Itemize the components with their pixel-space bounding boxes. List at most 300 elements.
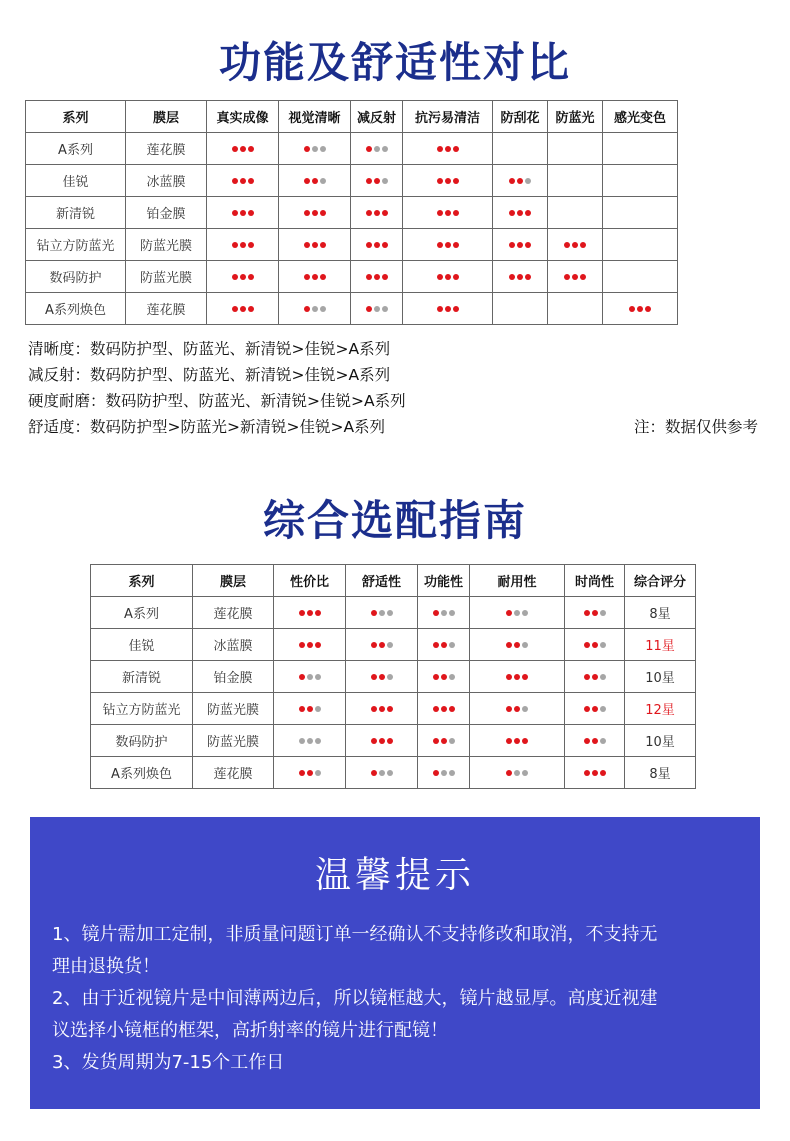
rating-cell (565, 629, 625, 661)
rating-cell (346, 597, 418, 629)
rating-dot-filled (517, 210, 523, 216)
rating-cell (470, 693, 565, 725)
rating-dot-filled (445, 146, 451, 152)
column-header: 减反射 (351, 101, 403, 133)
rating-dot-empty (522, 770, 528, 776)
table-row (91, 661, 696, 693)
table-row (91, 693, 696, 725)
rating-dot-filled (506, 738, 512, 744)
rating-dot-filled (453, 274, 459, 280)
rating-dots (232, 178, 254, 184)
rating-cell (493, 293, 548, 325)
rating-dot-filled (509, 178, 515, 184)
rating-dot-filled (371, 642, 377, 648)
rating-dot-filled (445, 210, 451, 216)
rating-dot-filled (584, 674, 590, 680)
rating-cell (351, 261, 403, 293)
rating-cell (493, 261, 548, 293)
rating-dots (584, 642, 606, 648)
coating-cell: 莲花膜 (126, 133, 207, 165)
rating-dot-filled (304, 274, 310, 280)
rating-dot-empty (379, 770, 385, 776)
rating-cell (603, 293, 678, 325)
rating-dots (509, 178, 531, 184)
rating-dot-filled (240, 306, 246, 312)
rating-cell (279, 293, 351, 325)
rating-dot-empty (522, 642, 528, 648)
disclaimer: 注：数据仅供参考 (633, 418, 758, 436)
table-row (91, 757, 696, 789)
rating-dot-filled (232, 306, 238, 312)
series-cell: 佳锐 (26, 165, 126, 197)
rating-dot-filled (304, 242, 310, 248)
rating-dot-empty (449, 642, 455, 648)
rating-cell (470, 661, 565, 693)
rating-dot-empty (382, 146, 388, 152)
rating-dots (433, 674, 455, 680)
rating-dots (232, 146, 254, 152)
rating-dot-filled (509, 210, 515, 216)
rating-dot-empty (525, 178, 531, 184)
rating-dots (506, 610, 528, 616)
rating-dot-filled (584, 738, 590, 744)
rating-dot-filled (453, 178, 459, 184)
rating-dot-filled (304, 146, 310, 152)
rating-dot-filled (441, 674, 447, 680)
rating-dots (304, 306, 326, 312)
rating-dot-filled (580, 274, 586, 280)
rating-cell (470, 597, 565, 629)
rating-dots (506, 674, 528, 680)
rating-dot-filled (299, 642, 305, 648)
rating-dots (437, 274, 459, 280)
rating-dot-empty (387, 610, 393, 616)
rating-dots (299, 706, 321, 712)
rating-cell (207, 165, 279, 197)
series-cell: A系列 (91, 597, 193, 629)
column-header: 性价比 (274, 565, 346, 597)
rating-dot-filled (307, 706, 313, 712)
rating-cell (351, 133, 403, 165)
rating-cell (274, 757, 346, 789)
series-cell: 新清锐 (91, 661, 193, 693)
rating-cell (346, 693, 418, 725)
rating-dots (433, 610, 455, 616)
rating-cell (418, 693, 470, 725)
coating-cell: 防蓝光膜 (126, 261, 207, 293)
rating-dot-filled (592, 642, 598, 648)
rating-dot-filled (248, 210, 254, 216)
rating-dot-empty (315, 706, 321, 712)
tips-title: 温馨提示 (314, 855, 475, 896)
rating-dots (299, 642, 321, 648)
rating-dots (564, 274, 586, 280)
rating-dots (371, 610, 393, 616)
rating-cell (207, 293, 279, 325)
rating-dot-empty (299, 738, 305, 744)
rating-dot-empty (387, 674, 393, 680)
series-cell: 钻立方防蓝光 (26, 229, 126, 261)
rating-dot-filled (232, 242, 238, 248)
rating-dot-filled (509, 242, 515, 248)
series-cell: 佳锐 (91, 629, 193, 661)
rating-dot-empty (382, 178, 388, 184)
rating-cell (493, 197, 548, 229)
rating-dot-empty (449, 738, 455, 744)
rating-cell (403, 261, 493, 293)
rating-dot-empty (312, 306, 318, 312)
rating-cell (565, 693, 625, 725)
function-comfort-table (25, 100, 678, 325)
column-header: 系列 (26, 101, 126, 133)
rating-cell (346, 661, 418, 693)
rating-dot-filled (592, 674, 598, 680)
rating-cell (493, 133, 548, 165)
rating-dot-empty (387, 642, 393, 648)
rating-cell (279, 197, 351, 229)
rating-dot-filled (517, 178, 523, 184)
rating-cell (548, 293, 603, 325)
rating-dot-filled (514, 674, 520, 680)
rating-cell (470, 757, 565, 789)
rating-dots (304, 242, 326, 248)
rating-dot-filled (366, 306, 372, 312)
column-header: 抗污易清洁 (403, 101, 493, 133)
rating-dot-empty (379, 610, 385, 616)
rating-dot-filled (584, 706, 590, 712)
rating-dot-filled (600, 770, 606, 776)
column-header: 时尚性 (565, 565, 625, 597)
rating-cell (274, 629, 346, 661)
rating-dot-filled (312, 274, 318, 280)
series-cell: A系列焕色 (26, 293, 126, 325)
rating-dot-filled (522, 738, 528, 744)
rating-dot-filled (299, 674, 305, 680)
table-row (26, 229, 678, 261)
rating-dot-filled (437, 178, 443, 184)
rating-cell (279, 165, 351, 197)
rating-dots (371, 674, 393, 680)
rating-dot-filled (232, 178, 238, 184)
rating-dot-filled (453, 146, 459, 152)
rating-cell (565, 725, 625, 757)
rating-dot-empty (312, 146, 318, 152)
rating-dots (509, 210, 531, 216)
rating-dot-filled (437, 274, 443, 280)
rating-dot-filled (522, 674, 528, 680)
rating-cell (274, 725, 346, 757)
column-header: 感光变色 (603, 101, 678, 133)
rating-dot-filled (371, 738, 377, 744)
rating-dot-filled (374, 242, 380, 248)
rating-cell (470, 629, 565, 661)
rating-dot-empty (387, 770, 393, 776)
rating-dot-filled (232, 274, 238, 280)
rating-cell (207, 261, 279, 293)
column-header: 综合评分 (625, 565, 696, 597)
rating-dots (232, 242, 254, 248)
coating-cell: 防蓝光膜 (193, 725, 274, 757)
rating-dot-filled (437, 306, 443, 312)
rating-cell (548, 229, 603, 261)
rating-dot-filled (307, 610, 313, 616)
rating-cell (418, 629, 470, 661)
rating-dot-empty (449, 610, 455, 616)
rating-dot-filled (453, 210, 459, 216)
rating-dots (371, 642, 393, 648)
rating-dot-empty (522, 610, 528, 616)
rating-dot-filled (433, 610, 439, 616)
rating-dot-filled (433, 674, 439, 680)
note-clarity: 清晰度：数码防护型、防蓝光、新清锐>佳锐>A系列 (28, 340, 391, 358)
rating-dot-filled (240, 146, 246, 152)
tip-line: 理由退换货！ (52, 956, 160, 977)
table-row (91, 725, 696, 757)
rating-dot-filled (320, 210, 326, 216)
series-cell: A系列焕色 (91, 757, 193, 789)
rating-dots (433, 738, 455, 744)
rating-cell (403, 165, 493, 197)
rating-dots (299, 610, 321, 616)
rating-cell (418, 661, 470, 693)
rating-dots (584, 770, 606, 776)
rating-cell (279, 261, 351, 293)
rating-dot-filled (371, 770, 377, 776)
rating-dot-empty (315, 674, 321, 680)
rating-cell (548, 197, 603, 229)
score-cell: 8星 (625, 597, 696, 629)
series-cell: 新清锐 (26, 197, 126, 229)
table-row (26, 197, 678, 229)
coating-cell: 防蓝光膜 (193, 693, 274, 725)
rating-cell (403, 133, 493, 165)
rating-dot-filled (453, 306, 459, 312)
rating-dot-filled (240, 242, 246, 248)
coating-cell: 防蓝光膜 (126, 229, 207, 261)
rating-dot-filled (304, 178, 310, 184)
rating-dot-filled (232, 210, 238, 216)
selection-guide-table (90, 564, 696, 789)
rating-dot-empty (600, 738, 606, 744)
rating-dot-filled (304, 306, 310, 312)
rating-dot-filled (240, 274, 246, 280)
rating-dot-filled (580, 242, 586, 248)
series-cell: 钻立方防蓝光 (91, 693, 193, 725)
coating-cell: 莲花膜 (193, 597, 274, 629)
rating-dot-filled (299, 770, 305, 776)
rating-cell (274, 597, 346, 629)
rating-dot-filled (366, 146, 372, 152)
rating-dot-filled (382, 274, 388, 280)
rating-dot-filled (312, 210, 318, 216)
rating-cell (548, 133, 603, 165)
rating-dot-filled (584, 610, 590, 616)
rating-cell (207, 133, 279, 165)
rating-dot-filled (517, 242, 523, 248)
rating-dot-filled (366, 274, 372, 280)
rating-dots (437, 146, 459, 152)
rating-dot-filled (525, 210, 531, 216)
rating-dot-empty (315, 738, 321, 744)
coating-cell: 莲花膜 (126, 293, 207, 325)
rating-dot-filled (592, 738, 598, 744)
rating-cell (403, 293, 493, 325)
rating-dot-empty (600, 674, 606, 680)
rating-dot-filled (382, 242, 388, 248)
rating-dots (299, 770, 321, 776)
rating-dots (366, 274, 388, 280)
rating-dot-empty (320, 306, 326, 312)
rating-dot-filled (514, 706, 520, 712)
column-header: 视觉清晰 (279, 101, 351, 133)
tip-line: 1、镜片需加工定制，非质量问题订单一经确认不支持修改和取消，不支持无 (52, 924, 658, 945)
table-row (91, 629, 696, 661)
rating-dot-filled (240, 178, 246, 184)
rating-dot-filled (517, 274, 523, 280)
rating-dots (506, 738, 528, 744)
rating-dot-empty (441, 770, 447, 776)
table-row (26, 165, 678, 197)
table-row (26, 133, 678, 165)
note-anti-reflection: 减反射：数码防护型、防蓝光、新清锐>佳锐>A系列 (28, 366, 391, 384)
rating-dot-filled (379, 706, 385, 712)
tip-line: 议选择小镜框的框架，高折射率的镜片进行配镜！ (52, 1020, 448, 1041)
rating-dots (506, 770, 528, 776)
rating-dot-filled (320, 242, 326, 248)
rating-cell (565, 597, 625, 629)
rating-dot-filled (445, 306, 451, 312)
rating-dot-filled (506, 770, 512, 776)
rating-dots (584, 738, 606, 744)
rating-dot-filled (312, 178, 318, 184)
rating-dot-filled (371, 674, 377, 680)
rating-dot-filled (525, 242, 531, 248)
series-cell: 数码防护 (26, 261, 126, 293)
rating-dot-filled (315, 642, 321, 648)
column-header: 膜层 (126, 101, 207, 133)
rating-dot-filled (584, 770, 590, 776)
rating-cell (418, 597, 470, 629)
rating-dots (509, 242, 531, 248)
rating-dots (433, 706, 455, 712)
rating-dot-empty (320, 146, 326, 152)
rating-cell (346, 629, 418, 661)
rating-dots (232, 306, 254, 312)
rating-dot-empty (449, 674, 455, 680)
rating-dot-empty (307, 674, 313, 680)
rating-cell (603, 261, 678, 293)
table-row (26, 293, 678, 325)
rating-dot-empty (382, 306, 388, 312)
rating-dots (299, 738, 321, 744)
rating-dots (366, 146, 388, 152)
rating-dot-filled (645, 306, 651, 312)
rating-dot-filled (374, 274, 380, 280)
rating-dot-filled (445, 242, 451, 248)
rating-dot-filled (437, 146, 443, 152)
rating-dot-filled (506, 642, 512, 648)
rating-dots (629, 306, 651, 312)
score-cell: 8星 (625, 757, 696, 789)
rating-dot-filled (437, 210, 443, 216)
rating-dot-filled (584, 642, 590, 648)
column-header: 耐用性 (470, 565, 565, 597)
column-header: 防蓝光 (548, 101, 603, 133)
rating-dot-filled (525, 274, 531, 280)
rating-dots (433, 770, 455, 776)
rating-dots (304, 178, 326, 184)
rating-cell (351, 229, 403, 261)
rating-dots (366, 178, 388, 184)
rating-dots (371, 770, 393, 776)
rating-dot-filled (379, 674, 385, 680)
rating-dots (584, 674, 606, 680)
rating-dots (564, 242, 586, 248)
coating-cell: 铂金膜 (193, 661, 274, 693)
rating-dot-filled (441, 738, 447, 744)
rating-dot-filled (514, 642, 520, 648)
rating-dot-filled (382, 210, 388, 216)
rating-dot-filled (433, 706, 439, 712)
rating-dot-filled (514, 738, 520, 744)
guide-title: 综合选配指南 (262, 496, 527, 545)
column-header: 真实成像 (207, 101, 279, 133)
rating-dot-filled (453, 242, 459, 248)
rating-dot-filled (592, 770, 598, 776)
table-header-row (26, 101, 678, 133)
rating-dot-filled (506, 610, 512, 616)
rating-dots (437, 242, 459, 248)
rating-dot-filled (592, 610, 598, 616)
rating-cell (403, 197, 493, 229)
rating-cell (603, 229, 678, 261)
rating-cell (565, 661, 625, 693)
rating-dot-filled (433, 738, 439, 744)
note-hardness: 硬度耐磨：数码防护型、防蓝光、新清锐>佳锐>A系列 (28, 392, 406, 410)
score-cell: 11星 (625, 629, 696, 661)
rating-dot-filled (374, 210, 380, 216)
rating-cell (548, 165, 603, 197)
rating-dots (366, 210, 388, 216)
rating-dot-empty (600, 610, 606, 616)
coating-cell: 铂金膜 (126, 197, 207, 229)
rating-dot-filled (629, 306, 635, 312)
rating-dot-filled (366, 210, 372, 216)
rating-dots (232, 274, 254, 280)
rating-dot-filled (240, 210, 246, 216)
rating-dot-filled (366, 178, 372, 184)
rating-dot-filled (592, 706, 598, 712)
rating-cell (493, 165, 548, 197)
rating-dot-filled (445, 274, 451, 280)
note-comfort: 舒适度：数码防护型>防蓝光>新清锐>佳锐>A系列 (28, 418, 386, 436)
rating-cell (603, 133, 678, 165)
rating-dot-filled (315, 610, 321, 616)
rating-cell (403, 229, 493, 261)
column-header: 功能性 (418, 565, 470, 597)
rating-dot-filled (307, 770, 313, 776)
rating-dot-empty (600, 642, 606, 648)
rating-dot-empty (600, 706, 606, 712)
rating-dot-filled (248, 242, 254, 248)
rating-dot-filled (320, 274, 326, 280)
rating-dot-filled (248, 274, 254, 280)
score-cell: 10星 (625, 725, 696, 757)
rating-dots (304, 274, 326, 280)
rating-dot-empty (441, 610, 447, 616)
rating-dots (371, 738, 393, 744)
rating-dot-filled (379, 642, 385, 648)
